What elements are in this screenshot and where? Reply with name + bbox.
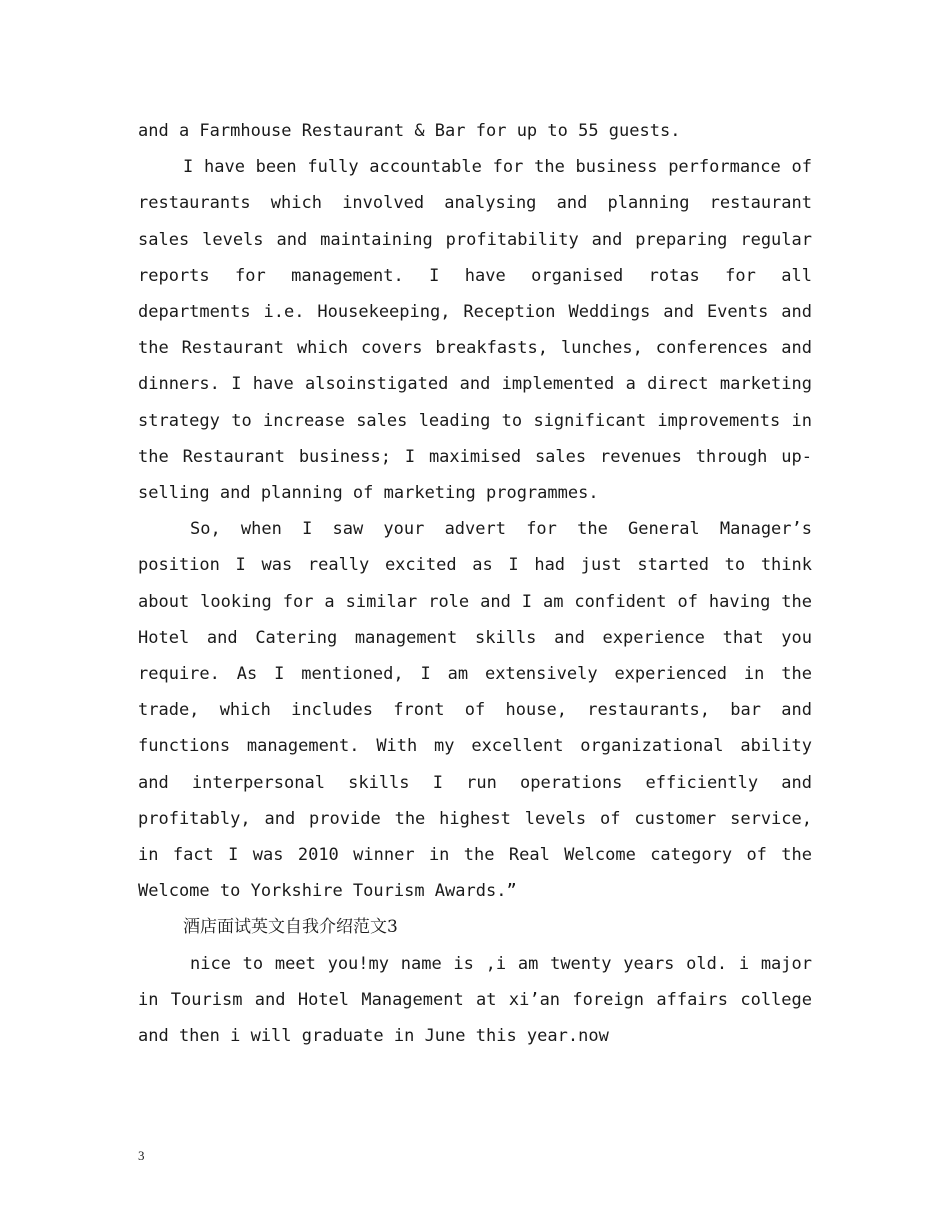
paragraph-accountability: I have been fully accountable for the business performance of restaurants which involved analysing and planning restaurant sales levels and maintaining profitability and preparing regular reports for management. I have organised rotas for all departments i.e. Housekeeping, Reception Weddings and Events and the Restaurant which covers breakfasts, lunches, conferences and dinners. I have alsoinstigated and implemented a direct marketing strategy to increase sales leading to significant improvements in the Restaurant business; I maximised sales revenues through up-selling and planning of marketing programmes. (138, 157, 812, 504)
paragraph-self-introduction: nice to meet you!my name is ,i am twenty years old. i major in Tourism and Hotel Management at xi’an foreign affairs college and then i will graduate in June this year.now (138, 953, 812, 1047)
document-body (138, 113, 812, 1054)
page-number: 3 (138, 1148, 145, 1163)
section-heading: 酒店面试英文自我介绍范文3 (183, 917, 398, 938)
paragraph-general-manager: So, when I saw your advert for the General Manager’s position I was really excited as I had just started to think about looking for a similar role and I am confident of having the Hotel and Catering management skills and experience that you require. As I mentioned, I am extensively experienced in the trade, which includes front of house, restaurants, bar and functions management. With my excellent organizational ability and interpersonal skills I run operations efficiently and profitably, and provide the highest levels of customer service, in fact I was 2010 winner in the Real Welcome category of the Welcome to Yorkshire Tourism Awards.” (138, 519, 812, 902)
paragraph-continuation: and a Farmhouse Restaurant & Bar for up to 55 guests. (138, 121, 681, 141)
